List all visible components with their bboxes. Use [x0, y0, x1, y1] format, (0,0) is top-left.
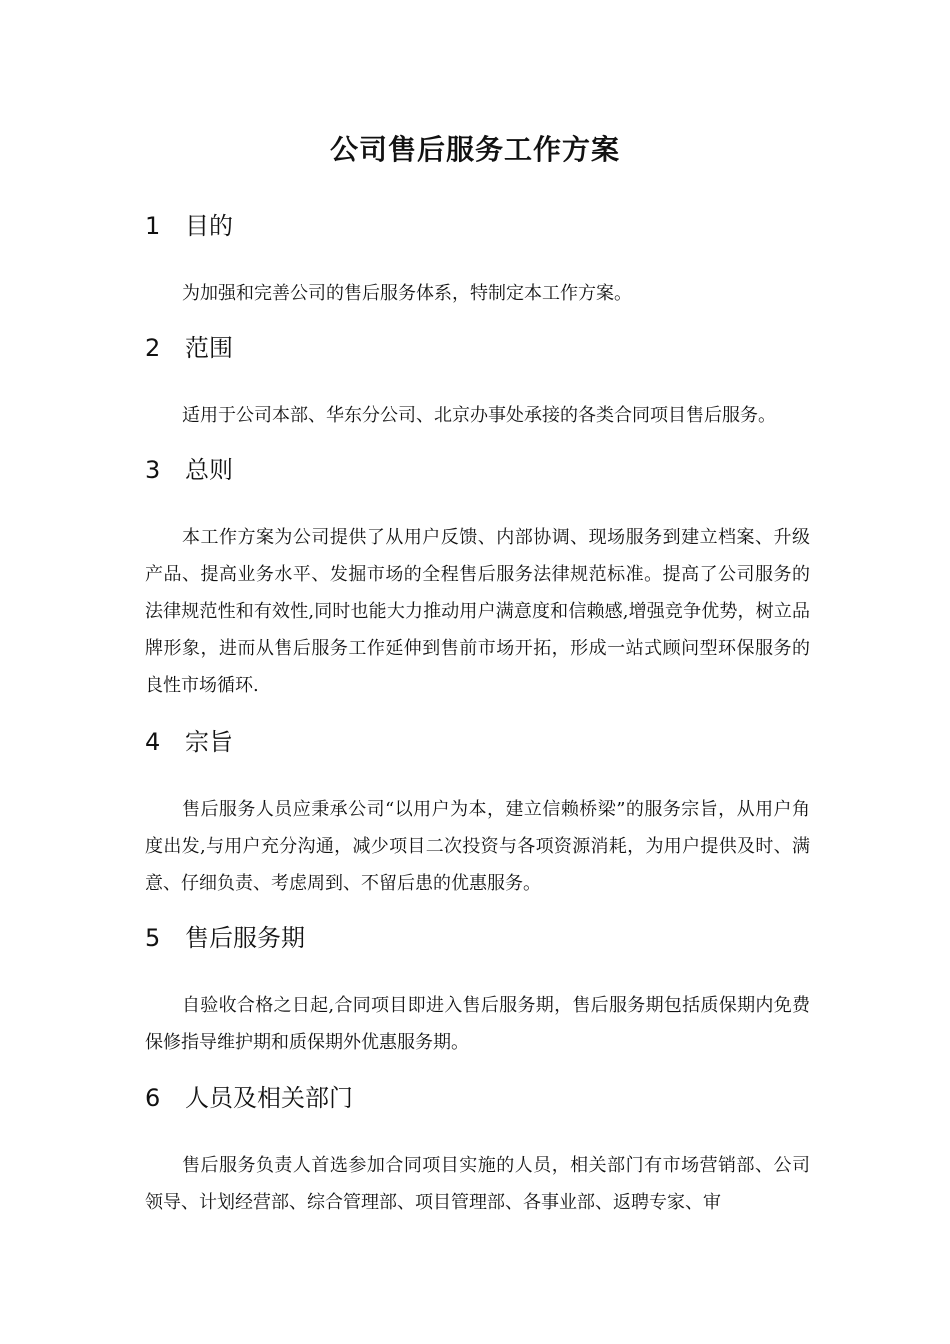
section-paragraph: 适用于公司本部、华东分公司、北京办事处承接的各类合同项目售后服务。	[182, 405, 776, 426]
section-number: 5	[145, 924, 161, 952]
section-title: 目的	[185, 212, 233, 240]
section-paragraph: 售后服务负责人首选参加合同项目实施的人员，相关部门有市场营销部、公司领导、计划经营部、综合管理部、项目管理部、各事业部、返聘专家、审	[145, 1155, 810, 1213]
section-tenet	[145, 722, 810, 902]
section-purpose	[145, 206, 810, 312]
document-title: 公司售后服务工作方案	[329, 133, 620, 166]
section-scope	[145, 328, 810, 434]
section-number: 3	[145, 456, 161, 484]
section-paragraph: 售后服务人员应秉承公司“以用户为本，建立信赖桥梁”的服务宗旨，从用户角度出发,与用户充分沟通，减少项目二次投资与各项资源消耗，为用户提供及时、满意、仔细负责、考虑周到、不留后患的优惠服务。	[145, 799, 810, 894]
section-general	[145, 450, 810, 704]
section-number: 4	[145, 728, 161, 756]
section-heading	[145, 1078, 810, 1118]
section-heading	[145, 328, 810, 368]
section-heading	[145, 722, 810, 762]
section-paragraph: 自验收合格之日起,合同项目即进入售后服务期，售后服务期包括质保期内免费保修指导维护期和质保期外优惠服务期。	[145, 995, 810, 1053]
section-number: 1	[145, 212, 161, 240]
section-paragraph: 为加强和完善公司的售后服务体系，特制定本工作方案。	[182, 283, 632, 304]
section-service-period	[145, 918, 810, 1061]
section-number: 6	[145, 1084, 161, 1112]
section-heading	[145, 918, 810, 958]
section-title: 售后服务期	[185, 924, 305, 952]
section-title: 宗旨	[185, 728, 233, 756]
section-number: 2	[145, 334, 161, 362]
section-title: 总则	[185, 456, 233, 484]
section-personnel	[145, 1078, 810, 1221]
section-paragraph: 本工作方案为公司提供了从用户反馈、内部协调、现场服务到建立档案、升级产品、提高业务水平、发掘市场的全程售后服务法律规范标准。提高了公司服务的法律规范性和有效性,同时也能大力推动用户满意度和信赖感,增强竞争优势，树立品牌形象，进而从售后服务工作延伸到售前市场开拓，形成一站式顾问型环保服务的良性市场循环.	[145, 527, 810, 696]
section-title: 范围	[185, 334, 233, 362]
section-heading	[145, 450, 810, 490]
section-title: 人员及相关部门	[185, 1084, 353, 1112]
section-heading	[145, 206, 810, 246]
